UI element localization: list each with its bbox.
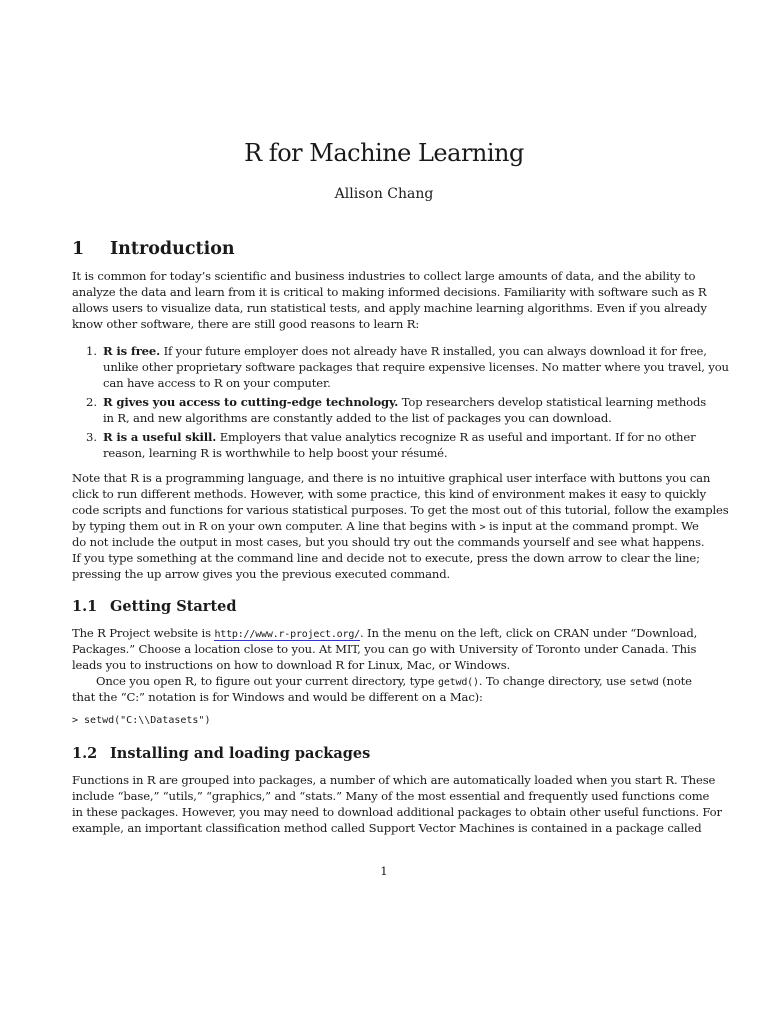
list-item-line: unlike other proprietary software packages that require expensive licenses. No matter where you travel, you (103, 360, 729, 374)
note-line: pressing the up arrow gives you the previous executed command. (72, 567, 451, 581)
subsection-number: 1.1 (72, 598, 98, 615)
subsection-heading-installing-packages (72, 744, 370, 764)
packages-line: include “base,” “utils,” “graphics,” and “stats.” Many of the most essential and frequently used functions come (72, 789, 710, 803)
list-marker: 1. (86, 344, 98, 358)
prompt-symbol: > (479, 522, 486, 533)
list-item-line (103, 343, 707, 359)
list-item-line (103, 394, 706, 410)
list-item-text: If your future employer does not already have R installed, you can always download it for free, (163, 344, 707, 358)
getwd-code: getwd() (438, 677, 479, 688)
subsection-title: Installing and loading packages (110, 745, 371, 762)
packages-line: Functions in R are grouped into packages, a number of which are automatically loaded when you start R. These (72, 773, 716, 787)
intro-line: know other software, there are still good reasons to learn R: (72, 317, 420, 331)
note-line: do not include the output in most cases, but you should try out the commands yourself and see what happens. (72, 535, 705, 549)
list-item-bold: R is free. (103, 344, 161, 358)
packages-line: example, an important classification method called Support Vector Machines is contained in a package called (72, 821, 702, 835)
getting-started-line: leads you to instructions on how to download R for Linux, Mac, or Windows. (72, 658, 511, 672)
list-marker: 3. (86, 430, 98, 444)
getting-started-line: The R Project website is http://www.r-project.org/. In the menu on the left, click on CRAN under “Download, (72, 626, 698, 640)
list-item-bold: R is a useful skill. (103, 430, 217, 444)
intro-line: allows users to visualize data, run statistical tests, and apply machine learning algorithms. Even if you already (72, 301, 707, 315)
subsection-number: 1.2 (72, 745, 98, 762)
note-line: Note that R is a programming language, and there is no intuitive graphical user interface with buttons you can (72, 471, 711, 485)
note-line: by typing them out in R on your own computer. A line that begins with > is input at the command prompt. We (72, 519, 699, 533)
list-item-text: Top researchers develop statistical learning methods (401, 395, 707, 409)
section-heading-introduction (72, 238, 235, 260)
section-title: Introduction (110, 239, 235, 259)
list-marker: 2. (86, 395, 98, 409)
list-item-line: reason, learning R is worthwhile to help boost your résumé. (103, 446, 448, 460)
getting-started-line: Once you open R, to figure out your current directory, type getwd(). To change directory, use setwd (note (96, 674, 692, 688)
subsection-title: Getting Started (110, 598, 237, 615)
list-item-line: in R, and new algorithms are constantly added to the list of packages you can download. (103, 411, 612, 425)
packages-line: in these packages. However, you may need to download additional packages to obtain other useful functions. For (72, 805, 722, 819)
setwd-code: setwd (629, 677, 659, 688)
getting-started-line: Packages.” Choose a location close to you. At MIT, you can go with University of Toronto under Canada. This (72, 642, 697, 656)
list-item-line: can have access to R on your computer. (103, 376, 331, 390)
list-item-line (103, 429, 695, 445)
list-item-text: Employers that value analytics recognize R as useful and important. If for no other (219, 430, 696, 444)
r-project-link[interactable]: http://www.r-project.org/ (214, 629, 360, 640)
note-line: click to run different methods. However, with some practice, this kind of environment makes it easy to quickly (72, 487, 706, 501)
intro-line: It is common for today’s scientific and business industries to collect large amounts of data, and the ability to (72, 269, 696, 283)
subsection-heading-getting-started (72, 597, 237, 617)
note-line: If you type something at the command line and decide not to execute, press the down arrow to clear the line; (72, 551, 700, 565)
page-number: 1 (380, 864, 388, 878)
code-block-setwd: > setwd("C:\\Datasets") (72, 715, 211, 726)
getting-started-line: that the “C:” notation is for Windows and would be different on a Mac): (72, 690, 483, 704)
paper-title: R for Machine Learning (244, 139, 524, 167)
note-line: code scripts and functions for various statistical purposes. To get the most out of this tutorial, follow the examples (72, 503, 729, 517)
intro-line: analyze the data and learn from it is critical to making informed decisions. Familiarity with software such as R (72, 285, 707, 299)
section-number: 1 (72, 239, 85, 259)
author-name: Allison Chang (334, 186, 434, 202)
list-item-bold: R gives you access to cutting-edge technology. (103, 395, 399, 409)
